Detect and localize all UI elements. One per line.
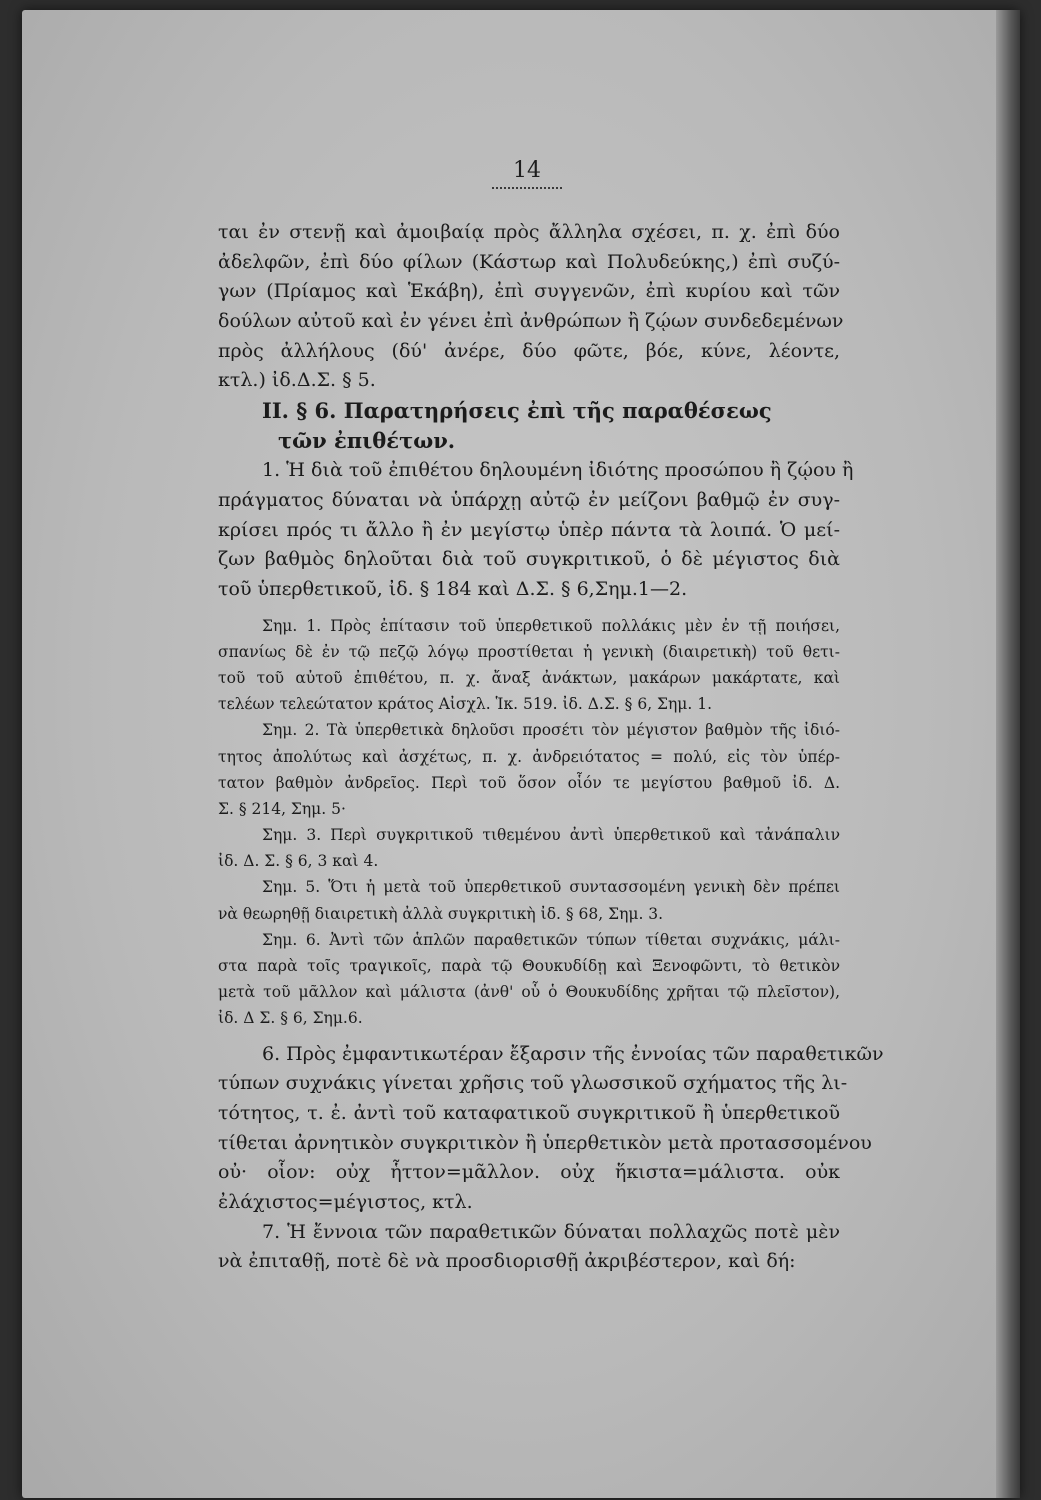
note-line: τοῦ τοῦ αὐτοῦ ἐπιθέτου, π. χ. ἄναξ ἀνάκτων, μακάρων μακάρτατε, καὶ [218, 668, 840, 687]
note-line: Σημ. 3. Περὶ συγκριτικοῦ τιθεμένου ἀντὶ ὑπερθετικοῦ καὶ τἀνάπαλιν [262, 826, 840, 845]
note-line: μετὰ τοῦ μᾶλλον καὶ μάλιστα (ἀνθ' οὗ ὁ Θουκυδίδης χρῆται τῷ πλεῖστον), [218, 983, 840, 1002]
paragraph-7 [218, 1218, 840, 1277]
text-line: ἀδελφῶν, ἐπὶ δύο φίλων (Κάστωρ καὶ Πολυδεύκης,) ἐπὶ συζύ- [218, 250, 840, 273]
text-line: 6. Πρὸς ἐμφαντικωτέραν ἔξαρσιν τῆς ἐννοίας τῶν παραθετικῶν [262, 1042, 884, 1065]
paragraph-1 [218, 456, 854, 604]
note-line: Σημ. 1. Πρὸς ἐπίτασιν τοῦ ὑπερθετικοῦ πολλάκις μὲν ἐν τῇ ποιήσει, [262, 616, 840, 635]
text-line: τίθεται ἀρνητικὸν συγκριτικὸν ἢ ὑπερθετικὸν μετὰ προτασσομένου [218, 1131, 872, 1154]
paragraph-6 [218, 1040, 884, 1218]
note-line: Σημ. 5. Ὅτι ἡ μετὰ τοῦ ὑπερθετικοῦ συντασσομένη γενικὴ δὲν πρέπει [262, 878, 840, 897]
note-line: σπανίως δὲ ἐν τῷ πεζῷ λόγῳ προστίθεται ἡ γενικὴ (διαιρετικὴ) τοῦ θετι- [218, 642, 840, 661]
note-5 [218, 874, 840, 926]
page-number: 14 [492, 158, 562, 189]
book-spine-shadow [996, 10, 1020, 1498]
text-line: γων (Πρίαμος καὶ Ἑκάβη), ἐπὶ συγγενῶν, ἐπὶ κυρίου καὶ τῶν [218, 280, 840, 303]
note-line: Σημ. 2. Τὰ ὑπερθετικὰ δηλοῦσι προσέτι τὸν μέγιστον βαθμὸν τῆς ἰδιό- [262, 721, 840, 740]
note-line: ἰδ. Δ Σ. § 6, Σημ.6. [218, 1009, 363, 1028]
note-line: ἰδ. Δ. Σ. § 6, 3 καὶ 4. [218, 852, 379, 871]
text-line: νὰ ἐπιταθῇ, ποτὲ δὲ νὰ προσδιορισθῇ ἀκριβέστερον, καὶ δή: [218, 1250, 796, 1273]
note-line: Σ. § 214, Σημ. 5· [218, 799, 346, 818]
text-line: ζων βαθμὸς δηλοῦται διὰ τοῦ συγκριτικοῦ, ὁ δὲ μέγιστος διὰ [218, 548, 840, 571]
text-line: τύπων συχνάκις γίνεται χρῆσις τοῦ γλωσσικοῦ σχήματος τῆς λι- [218, 1072, 848, 1095]
text-line: 7. Ἡ ἔννοια τῶν παραθετικῶν δύναται πολλαχῶς ποτὲ μὲν [262, 1220, 840, 1243]
note-line: τατον βαθμὸν ἀνδρεῖος. Περὶ τοῦ ὅσον οἷόν τε μεγίστου βαθμοῦ ἰδ. Δ. [218, 773, 840, 792]
text-line: οὐ· οἷον: οὐχ ἧττον=μᾶλλον. οὐχ ἥκιστα=μάλιστα. οὐκ [218, 1161, 840, 1184]
text-line: πράγματος δύναται νὰ ὑπάρχῃ αὐτῷ ἐν μείζονι βαθμῷ ἐν συγ- [218, 488, 840, 511]
note-6 [218, 927, 840, 1032]
page-body [218, 218, 884, 1277]
text-line: τοῦ ὑπερθετικοῦ, ἰδ. § 184 καὶ Δ.Σ. § 6,Σημ.1—2. [218, 577, 688, 600]
note-1 [218, 613, 840, 718]
text-line: τότητος, τ. ἐ. ἀντὶ τοῦ καταφατικοῦ συγκριτικοῦ ἢ ὑπερθετικοῦ [218, 1101, 840, 1124]
note-line: στα παρὰ τοῖς τραγικοῖς, παρὰ τῷ Θουκυδίδῃ καὶ Ξενοφῶντι, τὸ θετικὸν [218, 957, 840, 975]
text-line: ται ἐν στενῇ καὶ ἀμοιβαίᾳ πρὸς ἄλληλα σχέσει, π. χ. ἐπὶ δύο [218, 221, 840, 243]
note-line: τελέων τελεώτατον κράτος Αἰσχλ. Ἱκ. 519. ἰδ. Δ.Σ. § 6, Σημ. 1. [218, 695, 713, 714]
text-line: ἐλάχιστος=μέγιστος, κτλ. [218, 1191, 473, 1213]
text-line: 1. Ἡ διὰ τοῦ ἐπιθέτου δηλουμένη ἰδιότης προσώπου ἢ ζῴου ἢ [262, 459, 854, 482]
text-line: κτλ.) ἰδ.Δ.Σ. § 5. [218, 369, 376, 392]
note-line: τητος ἀπολύτως καὶ ἀσχέτως, π. χ. ἀνδρειότατος = πολύ, εἰς τὸν ὑπέρ- [218, 747, 840, 766]
text-line: κρίσει πρός τι ἄλλο ἢ ἐν μεγίστῳ ὑπὲρ πάντα τὰ λοιπά. Ὁ μεί- [218, 518, 840, 541]
text-line: δούλων αὐτοῦ καὶ ἐν γένει ἐπὶ ἀνθρώπων ἢ ζῴων συνδεδεμένων [218, 310, 844, 333]
section-heading: II. § 6. Παρατηρήσεις ἐπὶ τῆς παραθέσεως [262, 398, 772, 424]
top-paragraph [218, 218, 844, 396]
note-3 [218, 822, 840, 874]
section-heading-continued: τῶν ἐπιθέτων. [278, 428, 456, 454]
note-line: Σημ. 6. Ἀντὶ τῶν ἁπλῶν παραθετικῶν τύπων τίθεται συχνάκις, μάλι- [262, 930, 840, 949]
text-line: πρὸς ἀλλήλους (δύ' ἀνέρε, δύο φῶτε, βόε, κύνε, λέοντε, [218, 339, 840, 362]
note-2 [218, 717, 840, 822]
note-line: νὰ θεωρηθῇ διαιρετικὴ ἀλλὰ συγκριτικὴ ἰδ. § 68, Σημ. 3. [218, 904, 664, 923]
